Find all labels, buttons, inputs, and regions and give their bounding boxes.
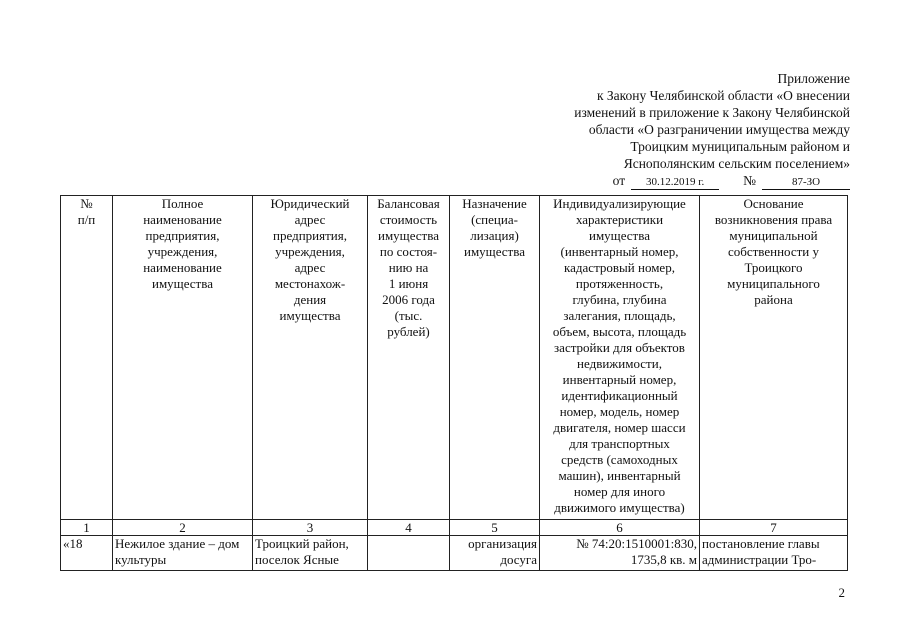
table-row [61, 536, 848, 571]
header-cell: Юридический адрес предприятия, учреждения, адрес местонахож- дения имущества [253, 196, 368, 520]
header-cell: Назначение (специа- лизация) имущества [450, 196, 540, 520]
header-cell: Основание возникновения права муниципальной собственности у Троицкого муниципального района [700, 196, 848, 520]
row-number: «18 [61, 536, 113, 571]
page-number: 2 [838, 585, 845, 600]
column-number: 3 [253, 520, 368, 536]
header-line: области «О разграничении имущества между [588, 122, 850, 137]
header-cell: № п/п [61, 196, 113, 520]
property-address: Троицкий район, поселок Ясные [253, 536, 368, 571]
table-header-row [61, 196, 848, 520]
ot-label: от [612, 173, 626, 188]
header-cell: Полное наименование предприятия, учреждения, наименование имущества [113, 196, 253, 520]
header-line: к Закону Челябинской области «О внесении [596, 88, 850, 103]
header-line: Яснополянским сельским поселением» [623, 156, 850, 171]
column-number: 5 [450, 520, 540, 536]
appendix-header [430, 70, 850, 190]
header-cell: Индивидуализирующие характеристики имущества (инвентарный номер, кадастровый номер, протяженность, глубина, глубина залегания, площадь, объем, высота, площадь застройки для объектов недвижимости, инвентарный номер, идентификационный номер, модель, номер двигателя, номер шасси для транспортных средств (самоходных машин), инвентарный номер для иного движимого имущества) [540, 196, 700, 520]
law-reference [430, 172, 850, 190]
balance-value [368, 536, 450, 571]
column-number: 1 [61, 520, 113, 536]
ownership-basis: постановление главы администрации Тро- [700, 536, 848, 571]
column-number: 7 [700, 520, 848, 536]
number-label: № [743, 173, 756, 188]
header-line: изменений в приложение к Закону Челябинской [574, 105, 850, 120]
law-date: 30.12.2019 г. [631, 175, 719, 190]
property-table [60, 195, 848, 571]
property-name: Нежилое здание – дом культуры [113, 536, 253, 571]
column-number-row [61, 520, 848, 536]
column-number: 6 [540, 520, 700, 536]
column-number: 4 [368, 520, 450, 536]
header-line: Троицким муниципальным районом и [630, 139, 850, 154]
law-number: 87-ЗО [762, 175, 850, 190]
column-number: 2 [113, 520, 253, 536]
header-cell: Балансовая стоимость имущества по состоя- нию на 1 июня 2006 года (тыс. рублей) [368, 196, 450, 520]
property-characteristics: № 74:20:1510001:830, 1735,8 кв. м [540, 536, 700, 571]
header-line: Приложение [777, 71, 850, 86]
property-purpose: организация досуга [450, 536, 540, 571]
